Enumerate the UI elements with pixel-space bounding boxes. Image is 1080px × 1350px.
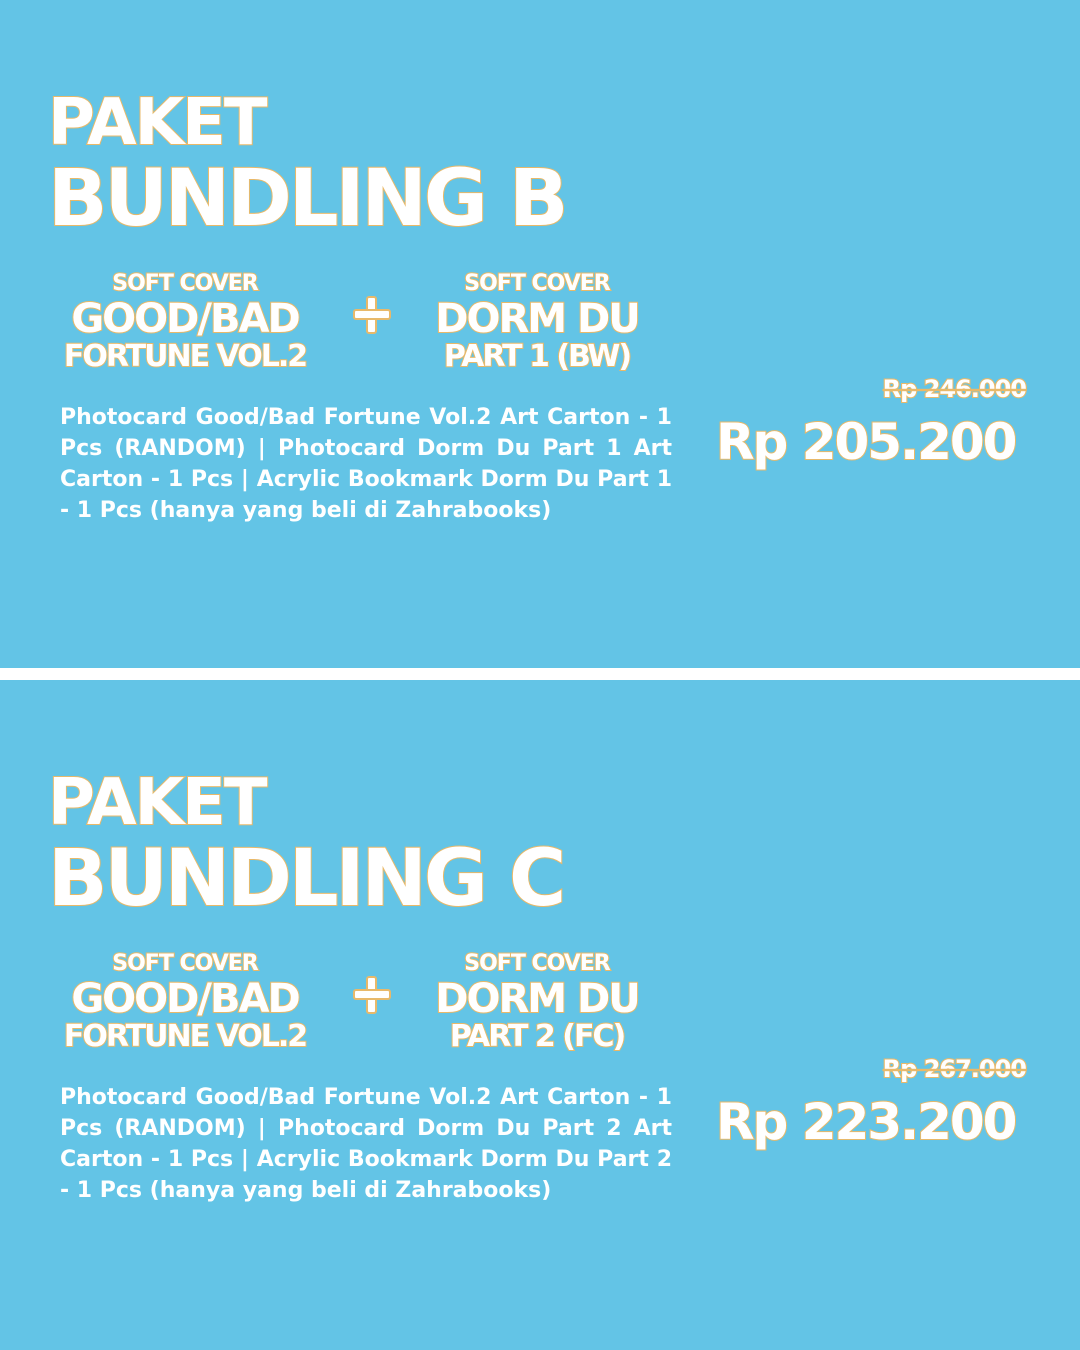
bundle-b-title-line1: PAKET — [48, 86, 266, 160]
bundle-c-left-book-name: GOOD/BAD — [71, 976, 299, 1022]
bundle-c-right-cover-label: SOFT COVER — [464, 951, 610, 976]
bundle-b-original-price: Rp 246.000 — [882, 375, 1026, 403]
bundle-c-panel — [0, 680, 1080, 1350]
bundle-c-book-dorm-du — [412, 950, 662, 1054]
bundle-c-sale-price: Rp 223.200 — [716, 1093, 1016, 1151]
bundle-b-right-book-sub: PART 1 (BW) — [443, 339, 631, 374]
bundle-b-panel — [0, 0, 1080, 668]
bundle-b-right-cover-label: SOFT COVER — [464, 271, 610, 296]
bundle-c-left-book-sub: FORTUNE VOL.2 — [63, 1019, 307, 1054]
bundle-c-book-good-bad — [52, 950, 318, 1054]
bundle-c-title-line2: BUNDLING C — [48, 834, 564, 924]
bundle-b-left-book-sub: FORTUNE VOL.2 — [63, 339, 307, 374]
bundle-c-description: Photocard Good/Bad Fortune Vol.2 Art Carton - 1 Pcs (RANDOM) | Photocard Dorm Du Part 2 Art Carton - 1 Pcs | Acrylic Bookmark Dorm Du Part 2 - 1 Pcs (hanya yang beli di Zahrabooks) — [60, 1085, 672, 1203]
bundle-c-title-line1: PAKET — [48, 766, 266, 840]
bundle-b-left-cover-label: SOFT COVER — [112, 271, 258, 296]
bundle-b-description: Photocard Good/Bad Fortune Vol.2 Art Carton - 1 Pcs (RANDOM) | Photocard Dorm Du Part 1 Art Carton - 1 Pcs | Acrylic Bookmark Dorm Du Part 1 - 1 Pcs (hanya yang beli di Zahrabooks) — [60, 405, 672, 523]
bundle-b-sale-price: Rp 205.200 — [716, 413, 1016, 471]
bundle-b-book-good-bad — [52, 270, 318, 374]
bundle-c-right-book-name: DORM DU — [435, 976, 639, 1022]
plus-icon — [349, 972, 393, 1016]
bundle-c-left-cover-label: SOFT COVER — [112, 951, 258, 976]
bundle-b-book-dorm-du — [412, 270, 662, 374]
bundle-b-title-line2: BUNDLING B — [48, 154, 566, 244]
bundle-b-left-book-name: GOOD/BAD — [71, 296, 299, 342]
plus-icon — [349, 292, 393, 336]
bundle-c-original-price: Rp 267.000 — [882, 1055, 1026, 1083]
bundle-b-right-book-name: DORM DU — [435, 296, 639, 342]
bundle-c-right-book-sub: PART 2 (FC) — [449, 1019, 625, 1054]
